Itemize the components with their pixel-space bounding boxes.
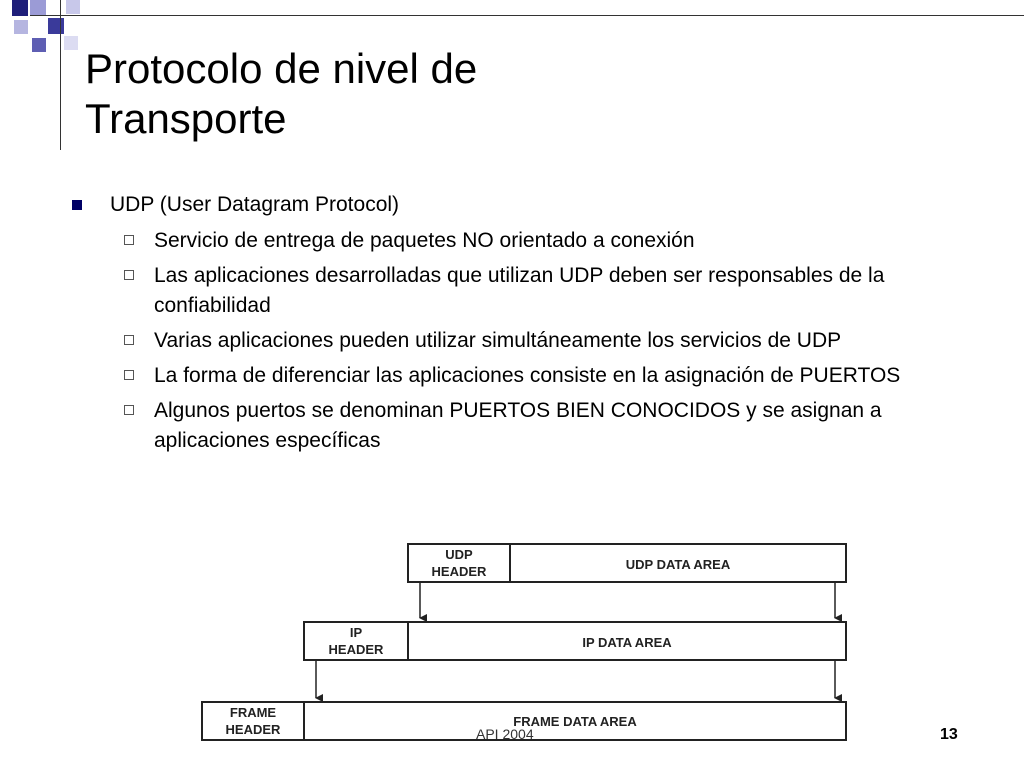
hollow-square-bullet-icon xyxy=(124,270,134,280)
bullet-udp xyxy=(72,190,972,220)
frame-header-label-1: FRAME xyxy=(229,705,277,720)
ip-header-label-1: IP xyxy=(349,625,363,640)
title-line-1: Protocolo de nivel de xyxy=(85,45,478,92)
udp-data-label: UDP DATA AREA xyxy=(625,557,731,572)
ip-data-label: IP DATA AREA xyxy=(582,635,672,650)
deco-square-2 xyxy=(30,0,46,16)
sub-bullet-3-text: Varias aplicaciones pueden utilizar simultáneamente los servicios de UDP xyxy=(154,329,842,352)
hollow-square-bullet-icon xyxy=(124,370,134,380)
sub-bullet-1-text: Servicio de entrega de paquetes NO orientado a conexión xyxy=(154,229,695,252)
header-rule xyxy=(30,15,1024,16)
sub-bullet-2 xyxy=(72,261,974,321)
ip-header-label-2: HEADER xyxy=(328,642,384,657)
page-number: 13 xyxy=(940,726,958,743)
bullet-udp-text: UDP (User Datagram Protocol) xyxy=(110,193,400,216)
sub-bullet-1 xyxy=(72,226,974,256)
udp-header-label-2: HEADER xyxy=(431,564,487,579)
encapsulation-diagram xyxy=(190,520,870,750)
footer-text: API 2004 xyxy=(476,726,534,742)
frame-header-label-2: HEADER xyxy=(225,722,281,737)
hollow-square-bullet-icon xyxy=(124,405,134,415)
deco-square-1 xyxy=(12,0,28,16)
sub-bullet-4 xyxy=(72,361,974,391)
slide-title xyxy=(85,44,785,144)
udp-header-label-1: UDP xyxy=(445,547,473,562)
deco-square-5 xyxy=(14,20,28,34)
frame-data-label: FRAME DATA AREA xyxy=(513,714,637,729)
sub-bullet-2-text: Las aplicaciones desarrolladas que utilizan UDP deben ser responsables de la confiabilidad xyxy=(154,264,885,317)
header-vertical-rule xyxy=(60,0,61,150)
deco-square-3 xyxy=(48,18,64,34)
sub-bullet-5 xyxy=(72,396,974,456)
sub-bullet-5-text: Algunos puertos se denominan PUERTOS BIEN CONOCIDOS y se asignan a aplicaciones específicas xyxy=(154,399,882,452)
hollow-square-bullet-icon xyxy=(124,235,134,245)
deco-square-7 xyxy=(64,36,78,50)
square-bullet-icon xyxy=(72,200,82,210)
hollow-square-bullet-icon xyxy=(124,335,134,345)
bullet-list xyxy=(72,190,972,461)
sub-bullet-3 xyxy=(72,326,974,356)
sub-bullet-4-text: La forma de diferenciar las aplicaciones consiste en la asignación de PUERTOS xyxy=(154,364,901,387)
deco-square-4 xyxy=(66,0,80,14)
deco-square-6 xyxy=(32,38,46,52)
title-line-2: Transporte xyxy=(85,95,287,142)
